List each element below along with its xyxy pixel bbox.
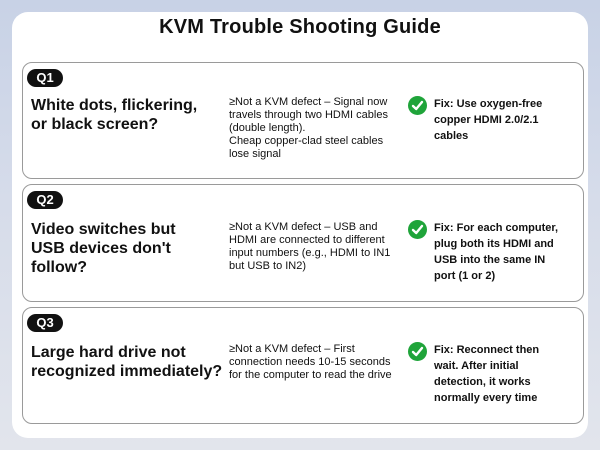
fix-line: wait. After initial [434, 360, 519, 372]
fix-line: Fix: Reconnect then [434, 344, 540, 356]
fix-line: port (1 or 2) [434, 270, 496, 282]
cause-text [229, 96, 409, 161]
cause-text [229, 343, 409, 382]
fix-line: detection, it works [434, 376, 531, 388]
cause-text [229, 221, 409, 273]
question-line: or black screen? [31, 116, 159, 133]
fix-line: cables [434, 130, 469, 142]
cause-line: connection needs 10-15 seconds [229, 356, 391, 368]
check-icon [408, 342, 427, 361]
fix-text [434, 220, 558, 284]
question-line: follow? [31, 259, 87, 276]
cause-line: input numbers (e.g., HDMI to IN1 [229, 247, 391, 259]
fix-line: USB into the same IN [434, 254, 546, 266]
fix-text [434, 342, 539, 406]
question-line: Video switches but [31, 221, 176, 238]
question-line: recognized immediately? [31, 363, 223, 380]
cause-line: ≥Not a KVM defect – USB and [229, 221, 378, 233]
cause-line: Cheap copper-clad steel cables [229, 135, 384, 147]
fix-line: normally every time [434, 392, 538, 404]
check-icon [408, 220, 427, 239]
cause-line: travels through two HDMI cables [229, 109, 388, 121]
faq-card-q2 [22, 184, 584, 302]
question-line: Large hard drive not [31, 344, 186, 361]
fix-line: plug both its HDMI and [434, 238, 554, 250]
question-text [31, 220, 176, 277]
cause-line: but USB to IN2) [229, 260, 307, 272]
question-line: White dots, flickering, [31, 97, 198, 114]
question-tag: Q3 [27, 314, 63, 332]
faq-card-q3 [22, 307, 584, 424]
question-tag: Q1 [27, 69, 63, 87]
question-line: USB devices don't [31, 240, 171, 257]
fix-line: Fix: For each computer, [434, 222, 559, 234]
cause-line: lose signal [229, 148, 281, 160]
fix-line: copper HDMI 2.0/2.1 [434, 114, 539, 126]
question-text [31, 343, 222, 381]
page-title: KVM Trouble Shooting Guide [159, 16, 441, 38]
question-text [31, 96, 197, 134]
cause-line: ≥Not a KVM defect – First [229, 343, 355, 355]
fix-text [434, 96, 542, 144]
fix-line: Fix: Use oxygen-free [434, 98, 543, 110]
question-tag: Q2 [27, 191, 63, 209]
cause-line: ≥Not a KVM defect – Signal now [229, 96, 388, 108]
cause-line: for the computer to read the drive [229, 369, 392, 381]
faq-card-q1 [22, 62, 584, 179]
cause-line: HDMI are connected to different [229, 234, 385, 246]
cause-line: (double length). [229, 122, 306, 134]
check-icon [408, 96, 427, 115]
